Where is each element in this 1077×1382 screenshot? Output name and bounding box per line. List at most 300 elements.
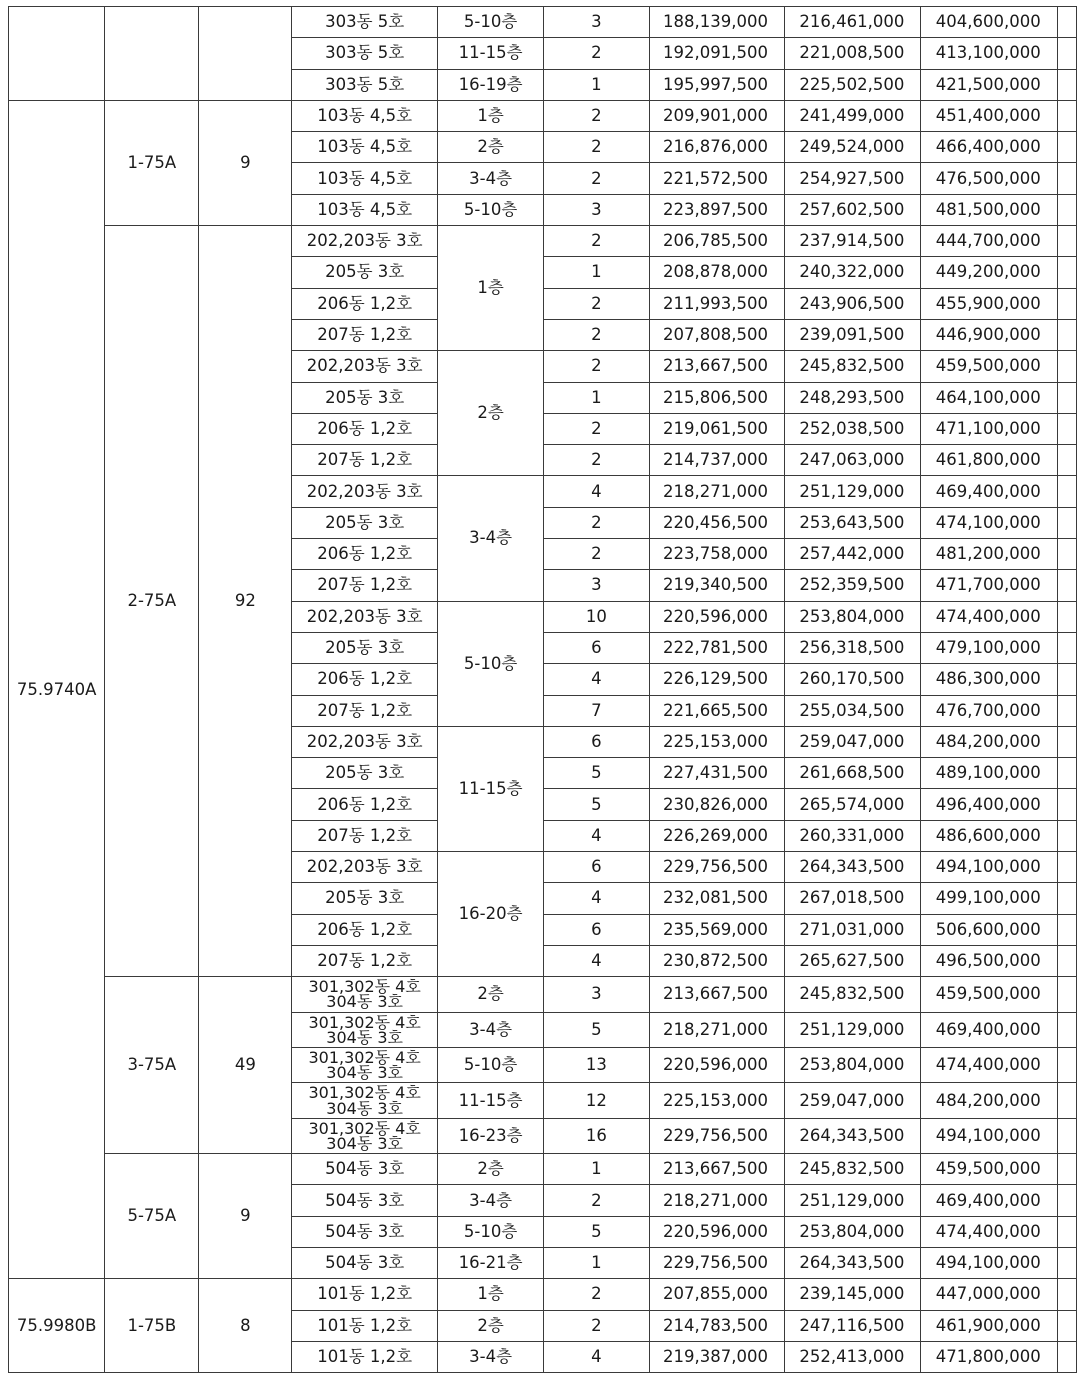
unit-line-2: 304동 3호 [326, 1098, 403, 1118]
building-price-cell: 252,413,000 [784, 1341, 920, 1372]
cut-off-cell [1057, 539, 1076, 570]
floor-cell: 16-19층 [438, 69, 544, 100]
floor-group-cell: 11-15층 [438, 726, 544, 851]
unit-cell [292, 1118, 438, 1153]
cut-off-cell [1057, 100, 1076, 131]
land-price-cell: 216,876,000 [649, 132, 784, 163]
count-cell: 2 [544, 445, 649, 476]
total-price-cell: 421,500,000 [921, 69, 1057, 100]
building-price-cell: 240,322,000 [784, 257, 920, 288]
total-price-cell: 481,200,000 [921, 539, 1057, 570]
unit-cell: 202,203동 3호 [292, 601, 438, 632]
land-price-cell: 235,569,000 [649, 914, 784, 945]
unit-cell: 101동 1,2호 [292, 1279, 438, 1310]
total-price-cell: 469,400,000 [921, 1012, 1057, 1047]
floor-cell: 16-21층 [438, 1248, 544, 1279]
total-price-cell: 471,800,000 [921, 1341, 1057, 1372]
total-price-cell: 471,700,000 [921, 570, 1057, 601]
total-price-cell: 494,100,000 [921, 1118, 1057, 1153]
total-price-cell: 446,900,000 [921, 319, 1057, 350]
unit-cell [292, 977, 438, 1012]
floor-cell: 11-15층 [438, 1083, 544, 1118]
land-price-cell: 213,667,500 [649, 351, 784, 382]
unit-cell: 303동 5호 [292, 69, 438, 100]
count-cell: 16 [544, 1118, 649, 1153]
type-label: 5-75A [105, 1154, 199, 1279]
unit-line-1: 301,302동 4호 [308, 1012, 421, 1032]
total-price-cell: 413,100,000 [921, 38, 1057, 69]
building-price-cell: 259,047,000 [784, 1083, 920, 1118]
households-count: 9 [199, 100, 292, 225]
building-price-cell: 265,627,500 [784, 945, 920, 976]
count-cell: 4 [544, 945, 649, 976]
count-cell: 6 [544, 726, 649, 757]
floor-cell: 5-10층 [438, 194, 544, 225]
households-count: 8 [199, 1279, 292, 1373]
building-price-cell: 259,047,000 [784, 726, 920, 757]
unit-cell [292, 1047, 438, 1082]
land-price-cell: 220,596,000 [649, 601, 784, 632]
unit-cell: 202,203동 3호 [292, 852, 438, 883]
unit-cell: 205동 3호 [292, 507, 438, 538]
land-price-cell: 220,596,000 [649, 1216, 784, 1247]
land-price-cell: 207,808,500 [649, 319, 784, 350]
unit-cell [292, 1083, 438, 1118]
total-price-cell: 486,600,000 [921, 820, 1057, 851]
land-price-cell: 218,271,000 [649, 476, 784, 507]
table-row [9, 1279, 1077, 1310]
count-cell: 1 [544, 69, 649, 100]
count-cell: 5 [544, 758, 649, 789]
building-price-cell: 245,832,500 [784, 1154, 920, 1185]
total-price-cell: 489,100,000 [921, 758, 1057, 789]
land-price-cell: 214,783,500 [649, 1310, 784, 1341]
cut-off-cell [1057, 226, 1076, 257]
land-price-cell: 192,091,500 [649, 38, 784, 69]
count-cell: 2 [544, 163, 649, 194]
table-row [9, 1154, 1077, 1185]
count-cell: 10 [544, 601, 649, 632]
building-price-cell: 249,524,000 [784, 132, 920, 163]
unit-cell: 207동 1,2호 [292, 945, 438, 976]
building-price-cell: 257,442,000 [784, 539, 920, 570]
land-price-cell: 219,061,500 [649, 413, 784, 444]
cut-off-cell [1057, 257, 1076, 288]
land-price-cell: 229,756,500 [649, 852, 784, 883]
cut-off-cell [1057, 288, 1076, 319]
unit-cell: 202,203동 3호 [292, 226, 438, 257]
land-price-cell: 226,269,000 [649, 820, 784, 851]
unit-cell: 101동 1,2호 [292, 1341, 438, 1372]
land-price-cell: 223,758,000 [649, 539, 784, 570]
cut-off-cell [1057, 1279, 1076, 1310]
count-cell: 1 [544, 1154, 649, 1185]
unit-line-1: 301,302동 4호 [308, 1083, 421, 1103]
count-cell: 4 [544, 664, 649, 695]
count-cell: 6 [544, 852, 649, 883]
building-price-cell: 239,145,000 [784, 1279, 920, 1310]
total-price-cell: 474,400,000 [921, 1047, 1057, 1082]
building-price-cell: 245,832,500 [784, 351, 920, 382]
land-price-cell: 220,456,500 [649, 507, 784, 538]
unit-cell: 202,203동 3호 [292, 476, 438, 507]
area-label: 75.9740A [9, 100, 105, 1278]
cut-off-cell [1057, 1341, 1076, 1372]
building-price-cell: 241,499,000 [784, 100, 920, 131]
unit-cell: 207동 1,2호 [292, 820, 438, 851]
land-price-cell: 221,665,500 [649, 695, 784, 726]
land-price-cell: 223,897,500 [649, 194, 784, 225]
count-cell: 2 [544, 1310, 649, 1341]
total-price-cell: 499,100,000 [921, 883, 1057, 914]
total-price-cell: 461,900,000 [921, 1310, 1057, 1341]
building-price-cell: 251,129,000 [784, 1185, 920, 1216]
building-price-cell: 271,031,000 [784, 914, 920, 945]
cut-off-cell [1057, 1154, 1076, 1185]
area-label: 75.9980B [9, 1279, 105, 1373]
unit-cell: 103동 4,5호 [292, 163, 438, 194]
total-price-cell: 466,400,000 [921, 132, 1057, 163]
count-cell: 2 [544, 132, 649, 163]
total-price-cell: 404,600,000 [921, 7, 1057, 38]
unit-cell [292, 1012, 438, 1047]
count-cell: 1 [544, 257, 649, 288]
unit-cell: 103동 4,5호 [292, 100, 438, 131]
count-cell: 2 [544, 1185, 649, 1216]
unit-cell: 504동 3호 [292, 1185, 438, 1216]
cut-off-cell [1057, 852, 1076, 883]
count-cell: 4 [544, 1341, 649, 1372]
count-cell: 5 [544, 789, 649, 820]
unit-cell: 207동 1,2호 [292, 319, 438, 350]
unit-cell: 206동 1,2호 [292, 288, 438, 319]
building-price-cell: 247,063,000 [784, 445, 920, 476]
unit-cell: 206동 1,2호 [292, 664, 438, 695]
unit-cell: 207동 1,2호 [292, 695, 438, 726]
count-cell: 6 [544, 632, 649, 663]
total-price-cell: 484,200,000 [921, 1083, 1057, 1118]
count-cell: 5 [544, 1012, 649, 1047]
type-label: 2-75A [105, 226, 199, 977]
building-price-cell: 247,116,500 [784, 1310, 920, 1341]
floor-cell: 3-4층 [438, 1341, 544, 1372]
total-price-cell: 447,000,000 [921, 1279, 1057, 1310]
unit-cell: 207동 1,2호 [292, 570, 438, 601]
total-price-cell: 474,400,000 [921, 1216, 1057, 1247]
floor-cell: 1층 [438, 100, 544, 131]
count-cell: 4 [544, 820, 649, 851]
building-price-cell: 245,832,500 [784, 977, 920, 1012]
floor-cell: 2층 [438, 977, 544, 1012]
type-label: 1-75A [105, 100, 199, 225]
households-count: 92 [199, 226, 292, 977]
count-cell: 3 [544, 570, 649, 601]
floor-group-cell: 3-4층 [438, 476, 544, 601]
count-cell: 6 [544, 914, 649, 945]
unit-cell: 206동 1,2호 [292, 539, 438, 570]
total-price-cell: 461,800,000 [921, 445, 1057, 476]
land-price-cell: 219,340,500 [649, 570, 784, 601]
building-price-cell: 255,034,500 [784, 695, 920, 726]
cut-off-cell [1057, 664, 1076, 695]
cut-off-cell [1057, 977, 1076, 1012]
cut-off-cell [1057, 789, 1076, 820]
land-price-cell: 226,129,500 [649, 664, 784, 695]
cut-off-cell [1057, 476, 1076, 507]
total-price-cell: 469,400,000 [921, 1185, 1057, 1216]
floor-cell: 11-15층 [438, 38, 544, 69]
floor-cell: 2층 [438, 132, 544, 163]
unit-cell: 205동 3호 [292, 758, 438, 789]
land-price-cell: 209,901,000 [649, 100, 784, 131]
land-price-cell: 225,153,000 [649, 1083, 784, 1118]
land-price-cell: 208,878,000 [649, 257, 784, 288]
total-price-cell: 459,500,000 [921, 351, 1057, 382]
land-price-cell: 220,596,000 [649, 1047, 784, 1082]
count-cell: 2 [544, 539, 649, 570]
total-price-cell: 486,300,000 [921, 664, 1057, 695]
type-cell [105, 7, 199, 101]
building-price-cell: 256,318,500 [784, 632, 920, 663]
total-price-cell: 496,400,000 [921, 789, 1057, 820]
total-price-cell: 476,700,000 [921, 695, 1057, 726]
building-price-cell: 260,331,000 [784, 820, 920, 851]
unit-cell: 205동 3호 [292, 883, 438, 914]
cut-off-cell [1057, 38, 1076, 69]
households-count: 9 [199, 1154, 292, 1279]
cut-off-cell [1057, 632, 1076, 663]
unit-cell: 205동 3호 [292, 632, 438, 663]
total-price-cell: 474,100,000 [921, 507, 1057, 538]
building-price-cell: 237,914,500 [784, 226, 920, 257]
building-price-cell: 253,804,000 [784, 1047, 920, 1082]
table-row [9, 7, 1077, 38]
floor-cell: 2층 [438, 1310, 544, 1341]
unit-cell: 202,203동 3호 [292, 726, 438, 757]
building-price-cell: 253,804,000 [784, 601, 920, 632]
total-price-cell: 451,400,000 [921, 100, 1057, 131]
total-price-cell: 459,500,000 [921, 977, 1057, 1012]
count-cell: 2 [544, 507, 649, 538]
count-cell: 2 [544, 319, 649, 350]
table-row [9, 226, 1077, 257]
unit-line-1: 301,302동 4호 [308, 1047, 421, 1067]
floor-group-cell: 2층 [438, 351, 544, 476]
cut-off-cell [1057, 507, 1076, 538]
count-cell: 4 [544, 476, 649, 507]
land-price-cell: 230,826,000 [649, 789, 784, 820]
unit-line-2: 304동 3호 [326, 1063, 403, 1083]
cut-off-cell [1057, 319, 1076, 350]
total-price-cell: 479,100,000 [921, 632, 1057, 663]
land-price-cell: 227,431,500 [649, 758, 784, 789]
count-cell: 1 [544, 382, 649, 413]
floor-cell: 5-10층 [438, 1216, 544, 1247]
unit-cell: 101동 1,2호 [292, 1310, 438, 1341]
cut-off-cell [1057, 695, 1076, 726]
table-row [9, 100, 1077, 131]
land-price-cell: 219,387,000 [649, 1341, 784, 1372]
building-price-cell: 216,461,000 [784, 7, 920, 38]
floor-group-cell: 16-20층 [438, 852, 544, 977]
cut-off-cell [1057, 945, 1076, 976]
count-cell: 2 [544, 413, 649, 444]
total-price-cell: 481,500,000 [921, 194, 1057, 225]
building-price-cell: 243,906,500 [784, 288, 920, 319]
total-price-cell: 471,100,000 [921, 413, 1057, 444]
count-cell: 12 [544, 1083, 649, 1118]
unit-cell: 202,203동 3호 [292, 351, 438, 382]
floor-cell: 16-23층 [438, 1118, 544, 1153]
count-cell: 7 [544, 695, 649, 726]
building-price-cell: 251,129,000 [784, 1012, 920, 1047]
floor-group-cell: 1층 [438, 226, 544, 351]
cut-off-cell [1057, 1047, 1076, 1082]
unit-line-1: 301,302동 4호 [308, 1118, 421, 1138]
land-price-cell: 229,756,500 [649, 1118, 784, 1153]
total-price-cell: 476,500,000 [921, 163, 1057, 194]
total-price-cell: 459,500,000 [921, 1154, 1057, 1185]
land-price-cell: 225,153,000 [649, 726, 784, 757]
cut-off-cell [1057, 570, 1076, 601]
land-price-cell: 215,806,500 [649, 382, 784, 413]
land-price-cell: 213,667,500 [649, 977, 784, 1012]
unit-line-2: 304동 3호 [326, 992, 403, 1012]
floor-cell: 3-4층 [438, 1012, 544, 1047]
unit-cell: 206동 1,2호 [292, 413, 438, 444]
unit-cell: 303동 5호 [292, 7, 438, 38]
area-cell [9, 7, 105, 101]
building-price-cell: 264,343,500 [784, 1248, 920, 1279]
unit-line-2: 304동 3호 [326, 1027, 403, 1047]
unit-cell: 504동 3호 [292, 1216, 438, 1247]
unit-line-1: 301,302동 4호 [308, 977, 421, 997]
count-cell: 3 [544, 7, 649, 38]
land-price-cell: 188,139,000 [649, 7, 784, 38]
floor-cell: 5-10층 [438, 7, 544, 38]
land-price-cell: 222,781,500 [649, 632, 784, 663]
building-price-cell: 260,170,500 [784, 664, 920, 695]
cut-off-cell [1057, 1118, 1076, 1153]
households-cell [199, 7, 292, 101]
building-price-cell: 225,502,500 [784, 69, 920, 100]
building-price-cell: 261,668,500 [784, 758, 920, 789]
total-price-cell: 484,200,000 [921, 726, 1057, 757]
land-price-cell: 230,872,500 [649, 945, 784, 976]
price-table [8, 6, 1077, 1373]
building-price-cell: 257,602,500 [784, 194, 920, 225]
cut-off-cell [1057, 194, 1076, 225]
cut-off-cell [1057, 7, 1076, 38]
cut-off-cell [1057, 382, 1076, 413]
cut-off-cell [1057, 1083, 1076, 1118]
type-label: 1-75B [105, 1279, 199, 1373]
building-price-cell: 251,129,000 [784, 476, 920, 507]
total-price-cell: 494,100,000 [921, 1248, 1057, 1279]
type-label: 3-75A [105, 977, 199, 1154]
total-price-cell: 464,100,000 [921, 382, 1057, 413]
cut-off-cell [1057, 601, 1076, 632]
land-price-cell: 218,271,000 [649, 1185, 784, 1216]
total-price-cell: 469,400,000 [921, 476, 1057, 507]
unit-cell: 504동 3호 [292, 1154, 438, 1185]
households-count: 49 [199, 977, 292, 1154]
unit-cell: 303동 5호 [292, 38, 438, 69]
total-price-cell: 506,600,000 [921, 914, 1057, 945]
cut-off-cell [1057, 1216, 1076, 1247]
land-price-cell: 229,756,500 [649, 1248, 784, 1279]
cut-off-cell [1057, 820, 1076, 851]
land-price-cell: 195,997,500 [649, 69, 784, 100]
count-cell: 2 [544, 288, 649, 319]
cut-off-cell [1057, 132, 1076, 163]
unit-cell: 103동 4,5호 [292, 194, 438, 225]
floor-cell: 1층 [438, 1279, 544, 1310]
land-price-cell: 214,737,000 [649, 445, 784, 476]
total-price-cell: 444,700,000 [921, 226, 1057, 257]
building-price-cell: 252,038,500 [784, 413, 920, 444]
land-price-cell: 206,785,500 [649, 226, 784, 257]
count-cell: 3 [544, 194, 649, 225]
cut-off-cell [1057, 1248, 1076, 1279]
cut-off-cell [1057, 1012, 1076, 1047]
floor-cell: 3-4층 [438, 163, 544, 194]
cut-off-cell [1057, 1185, 1076, 1216]
land-price-cell: 213,667,500 [649, 1154, 784, 1185]
count-cell: 2 [544, 351, 649, 382]
cut-off-cell [1057, 445, 1076, 476]
count-cell: 2 [544, 100, 649, 131]
building-price-cell: 267,018,500 [784, 883, 920, 914]
unit-cell: 206동 1,2호 [292, 789, 438, 820]
land-price-cell: 211,993,500 [649, 288, 784, 319]
count-cell: 2 [544, 226, 649, 257]
land-price-cell: 221,572,500 [649, 163, 784, 194]
cut-off-cell [1057, 69, 1076, 100]
count-cell: 13 [544, 1047, 649, 1082]
building-price-cell: 248,293,500 [784, 382, 920, 413]
land-price-cell: 232,081,500 [649, 883, 784, 914]
building-price-cell: 252,359,500 [784, 570, 920, 601]
building-price-cell: 264,343,500 [784, 852, 920, 883]
building-price-cell: 239,091,500 [784, 319, 920, 350]
cut-off-cell [1057, 413, 1076, 444]
floor-group-cell: 5-10층 [438, 601, 544, 726]
building-price-cell: 265,574,000 [784, 789, 920, 820]
count-cell: 4 [544, 883, 649, 914]
total-price-cell: 494,100,000 [921, 852, 1057, 883]
unit-cell: 206동 1,2호 [292, 914, 438, 945]
unit-cell: 103동 4,5호 [292, 132, 438, 163]
cut-off-cell [1057, 883, 1076, 914]
unit-cell: 504동 3호 [292, 1248, 438, 1279]
floor-cell: 2층 [438, 1154, 544, 1185]
total-price-cell: 474,400,000 [921, 601, 1057, 632]
count-cell: 3 [544, 977, 649, 1012]
count-cell: 2 [544, 1279, 649, 1310]
total-price-cell: 449,200,000 [921, 257, 1057, 288]
building-price-cell: 264,343,500 [784, 1118, 920, 1153]
total-price-cell: 455,900,000 [921, 288, 1057, 319]
count-cell: 1 [544, 1248, 649, 1279]
cut-off-cell [1057, 1310, 1076, 1341]
total-price-cell: 496,500,000 [921, 945, 1057, 976]
unit-cell: 207동 1,2호 [292, 445, 438, 476]
building-price-cell: 253,643,500 [784, 507, 920, 538]
building-price-cell: 254,927,500 [784, 163, 920, 194]
floor-cell: 5-10층 [438, 1047, 544, 1082]
cut-off-cell [1057, 351, 1076, 382]
